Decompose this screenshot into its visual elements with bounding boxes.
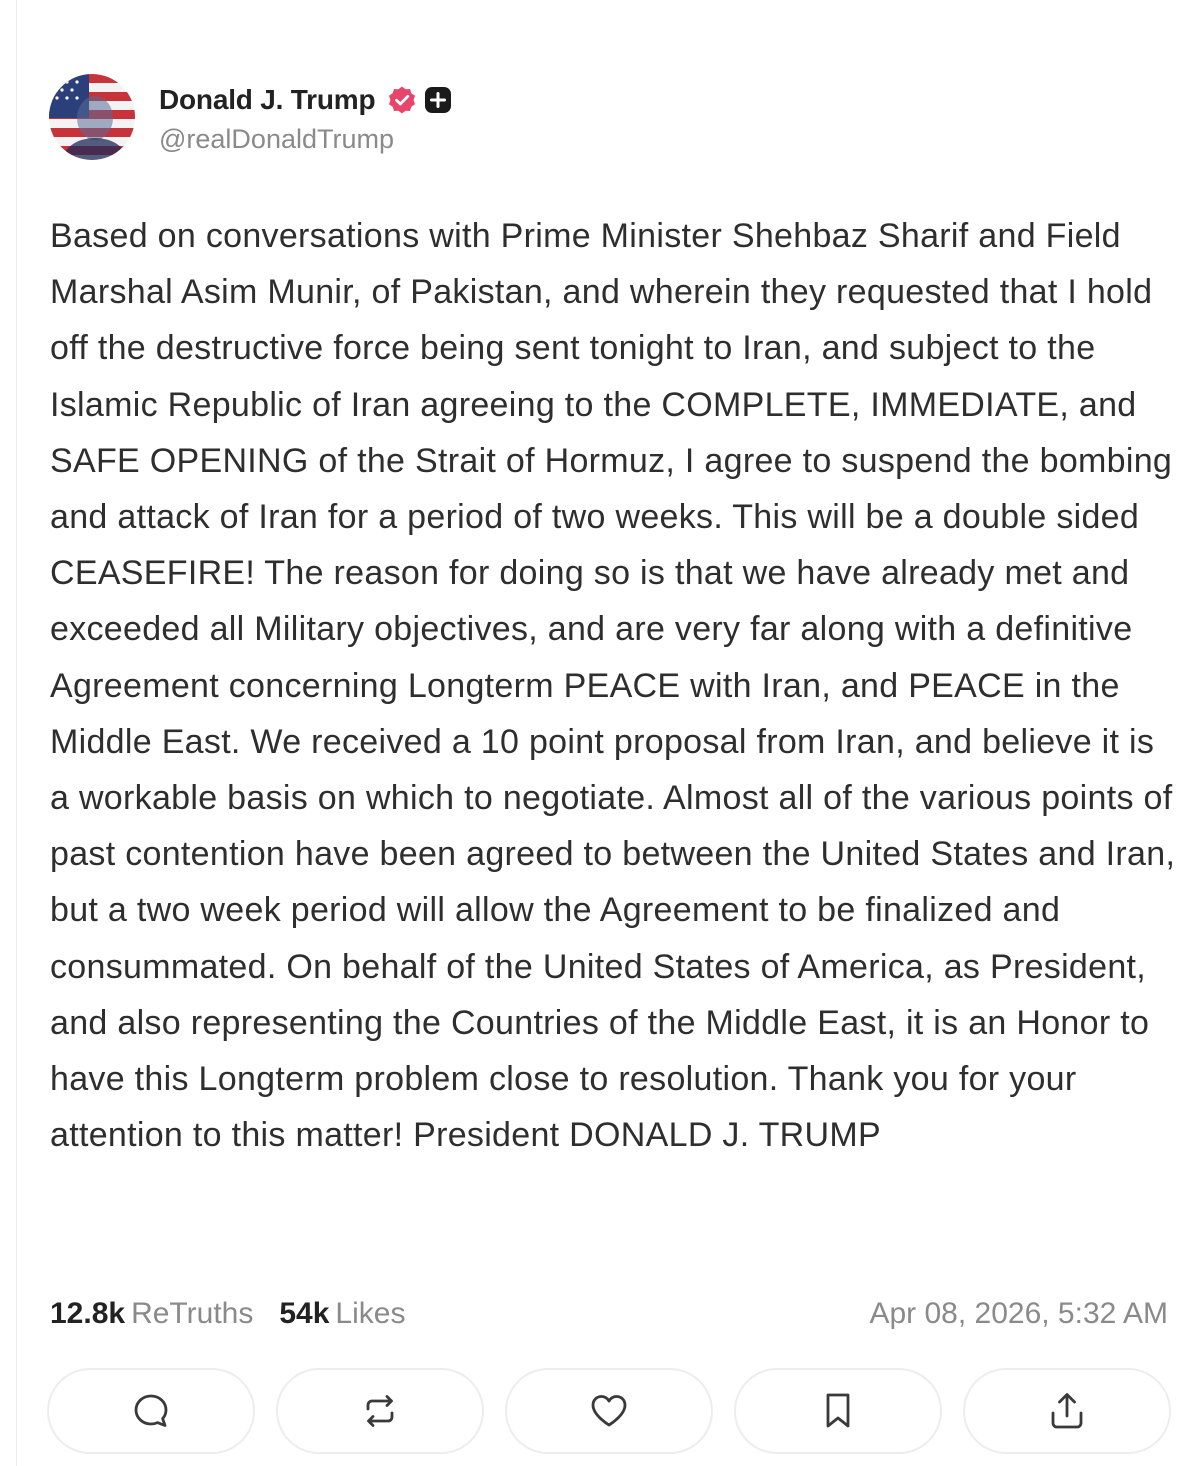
verified-badge-icon xyxy=(387,85,417,115)
post-body-text: Based on conversations with Prime Minister Shehbaz Sharif and Field Marshal Asim Munir, of Pakistan, and wherein they requested that I hold off the destructive force being sent tonight to Iran, and subject to the Islamic Republic of Iran agreeing to the COMPLETE, IMMEDIATE, and SAFE OPENING of the Strait of Hormuz, I agree to suspend the bombing and attack of Iran for a period of two weeks. This will be a double sided CEASEFIRE! The reason for doing so is that we have already met and exceeded all Military objectives, and are very far along with a definitive Agreement concerning Longterm PEACE with Iran, and PEACE in the Middle East. We received a 10 point proposal from Iran, and believe it is a workable basis on which to negotiate. Almost all of the various points of past contention have been agreed to between the United States and Iran, but a two week period will allow the Agreement to be finalized and consummated. On behalf of the United States of America, as President, and also representing the Countries of the Middle East, it is an Honor to have this Longterm problem close to resolution. Thank you for your attention to this matter! President DONALD J. TRUMP xyxy=(50,217,1176,1155)
share-icon xyxy=(1047,1390,1087,1432)
retruths-stat[interactable] xyxy=(50,1297,253,1331)
likes-stat[interactable] xyxy=(279,1297,405,1331)
retruths-label: ReTruths xyxy=(131,1297,254,1330)
retruths-count: 12.8k xyxy=(50,1297,126,1330)
post-actions xyxy=(47,1368,1171,1454)
flag-portrait-avatar-icon xyxy=(49,74,135,160)
repost-icon xyxy=(360,1391,400,1431)
avatar[interactable] xyxy=(49,74,135,160)
post-stats xyxy=(50,1290,1168,1338)
retruth-button[interactable] xyxy=(276,1368,484,1454)
author-handle[interactable]: @realDonaldTrump xyxy=(159,123,394,154)
author-identity xyxy=(159,80,453,155)
bookmark-icon xyxy=(818,1390,858,1432)
likes-label: Likes xyxy=(335,1297,406,1330)
post-card xyxy=(16,0,1200,1466)
author-display-name[interactable]: Donald J. Trump xyxy=(159,83,376,115)
heart-icon xyxy=(588,1391,630,1431)
likes-count: 54k xyxy=(279,1297,330,1330)
post-timestamp[interactable]: Apr 08, 2026, 5:32 AM xyxy=(869,1297,1168,1330)
reply-button[interactable] xyxy=(47,1368,255,1454)
plus-badge-icon xyxy=(423,85,453,115)
bookmark-button[interactable] xyxy=(734,1368,942,1454)
post-header xyxy=(49,72,453,162)
share-button[interactable] xyxy=(963,1368,1171,1454)
like-button[interactable] xyxy=(505,1368,713,1454)
author-name-row xyxy=(159,80,453,120)
comment-icon xyxy=(131,1391,171,1431)
